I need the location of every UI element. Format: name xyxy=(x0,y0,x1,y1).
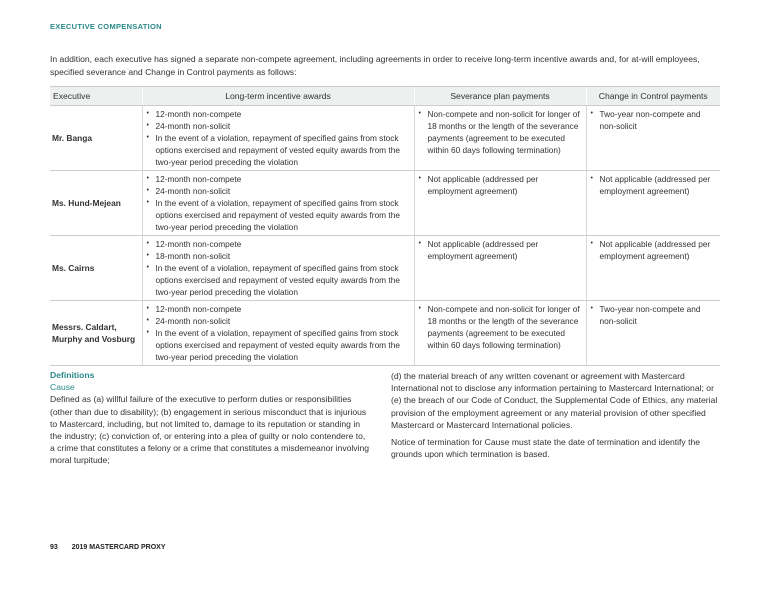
definitions-subtitle: Cause xyxy=(50,382,75,393)
severance-cell xyxy=(414,106,586,171)
list-item: • Non-compete and non-solicit for longer of 18 months or the length of the severance payments (agreement to be executed within 60 days following termination) xyxy=(419,303,582,351)
header-executive: Executive xyxy=(50,87,142,106)
header-cic: Change in Control payments xyxy=(586,87,720,106)
list-item: • Not applicable (addressed per employment agreement) xyxy=(419,173,582,197)
executive-name: Messrs. Caldart, Murphy and Vosburg xyxy=(50,301,142,366)
list-item: • 12-month non-compete xyxy=(147,303,410,315)
table-row xyxy=(50,301,720,366)
lti-cell xyxy=(142,171,414,236)
list-item: • 12-month non-compete xyxy=(147,173,410,185)
bullet-list xyxy=(419,238,582,262)
table-header-row xyxy=(50,87,720,106)
definitions-title: Definitions xyxy=(50,370,95,380)
list-item: • 12-month non-compete xyxy=(147,238,410,250)
list-item: • Non-compete and non-solicit for longer of 18 months or the length of the severance payments (agreement to be executed within 60 days following termination) xyxy=(419,108,582,156)
executive-name: Ms. Hund-Mejean xyxy=(50,171,142,236)
lti-cell xyxy=(142,236,414,301)
severance-cell xyxy=(414,171,586,236)
list-item: • 18-month non-solicit xyxy=(147,250,410,262)
page-footer xyxy=(50,544,166,551)
list-item: • 24-month non-solicit xyxy=(147,185,410,197)
bullet-list xyxy=(147,108,410,168)
list-item: • In the event of a violation, repayment of specified gains from stock options exercised and repayment of vested equity awards from the two-year period preceding the violation xyxy=(147,197,410,233)
header-lti: Long-term incentive awards xyxy=(142,87,414,106)
executive-name: Mr. Banga xyxy=(50,106,142,171)
definitions-right-column xyxy=(391,370,721,460)
bullet-list xyxy=(419,303,582,351)
bullet-list xyxy=(419,108,582,156)
executive-name: Ms. Cairns xyxy=(50,236,142,301)
list-item: • 12-month non-compete xyxy=(147,108,410,120)
bullet-list xyxy=(591,108,717,132)
severance-cell xyxy=(414,301,586,366)
definitions-left-column xyxy=(50,369,372,467)
list-item: • Two-year non-compete and non-solicit xyxy=(591,108,717,132)
bullet-list xyxy=(147,173,410,233)
cic-cell xyxy=(586,301,720,366)
list-item: • In the event of a violation, repayment of specified gains from stock options exercised and repayment of vested equity awards from the two-year period preceding the violation xyxy=(147,262,410,298)
cause-definition-part-1: Defined as (a) willful failure of the executive to perform duties or responsibilities (other than due to disability); (b) engagement in serious misconduct that is injurious to Mastercard, including, but not limited to, damage to its reputation or standing in the industry; (c) conviction of, or entering into a plea of guilty or nolo contendere to, a crime that constitutes a felony or a crime that constitutes a misdemeanor involving moral turpitude; xyxy=(50,394,370,466)
bullet-list xyxy=(147,238,410,298)
cic-cell xyxy=(586,106,720,171)
list-item: • Two-year non-compete and non-solicit xyxy=(591,303,717,327)
bullet-list xyxy=(591,238,717,262)
cic-cell xyxy=(586,236,720,301)
list-item: • Not applicable (addressed per employment agreement) xyxy=(419,238,582,262)
document-title: 2019 MASTERCARD PROXY xyxy=(71,544,166,551)
header-severance: Severance plan payments xyxy=(414,87,586,106)
lti-cell xyxy=(142,106,414,171)
lti-cell xyxy=(142,301,414,366)
table-row xyxy=(50,171,720,236)
bullet-list xyxy=(591,173,717,197)
page-number: 93 xyxy=(50,544,58,551)
list-item: • 24-month non-solicit xyxy=(147,120,410,132)
list-item: • In the event of a violation, repayment of specified gains from stock options exercised and repayment of vested equity awards from the two-year period preceding the violation xyxy=(147,132,410,168)
list-item: • In the event of a violation, repayment of specified gains from stock options exercised and repayment of vested equity awards from the two-year period preceding the violation xyxy=(147,327,410,363)
table-row xyxy=(50,106,720,171)
agreements-table xyxy=(50,86,720,366)
cause-definition-part-2: (d) the material breach of any written covenant or agreement with Mastercard International not to disclose any information pertaining to Mastercard International; or (e) the breach of our Code of Conduct, the Supplemental Code of Ethics, any material provision of the employment agreement or any material provision of other specified Mastercard or Mastercard International policies. xyxy=(391,371,718,430)
termination-notice: Notice of termination for Cause must state the date of termination and identify the grounds upon which termination is based. xyxy=(391,437,701,460)
intro-paragraph: In addition, each executive has signed a separate non-compete agreement, including agreements in order to receive long-term incentive awards and, for at-will employees, specified severance and Change in Control payments as follows: xyxy=(50,54,700,77)
bullet-list xyxy=(591,303,717,327)
cic-cell xyxy=(586,171,720,236)
bullet-list xyxy=(419,173,582,197)
severance-cell xyxy=(414,236,586,301)
section-label: EXECUTIVE COMPENSATION xyxy=(50,22,162,31)
bullet-list xyxy=(147,303,410,363)
list-item: • Not applicable (addressed per employment agreement) xyxy=(591,238,717,262)
table-row xyxy=(50,236,720,301)
list-item: • 24-month non-solicit xyxy=(147,315,410,327)
list-item: • Not applicable (addressed per employment agreement) xyxy=(591,173,717,197)
